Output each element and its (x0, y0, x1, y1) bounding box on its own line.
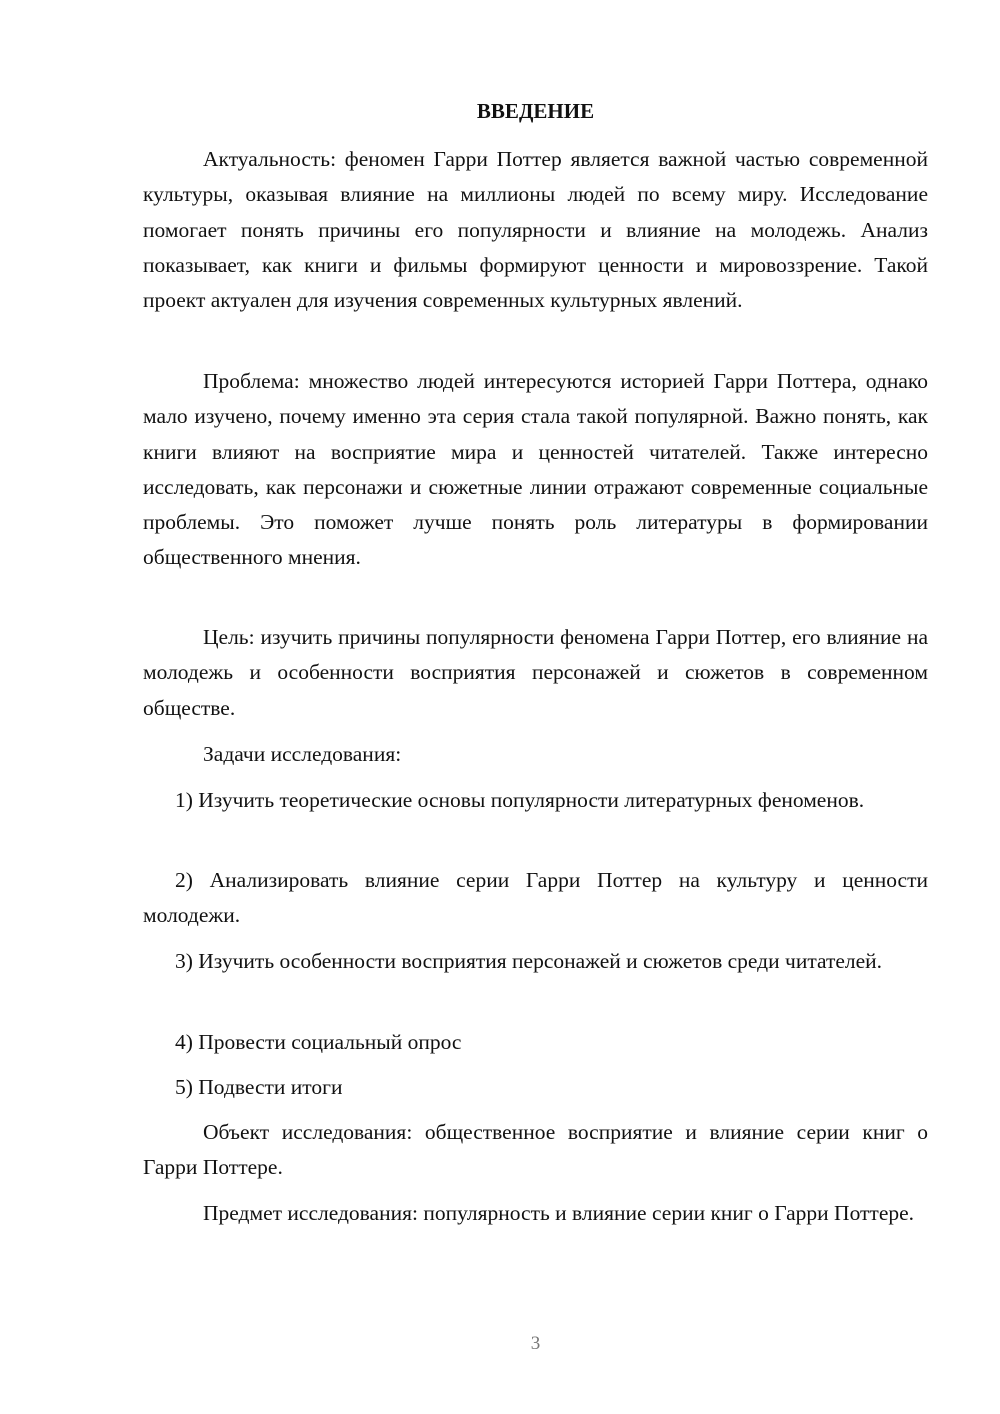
goal-paragraph: Цель: изучить причины популярности феномена Гарри Поттер, его влияние на молодежь и особенности восприятия персонажей и сюжетов в современном обществе. (143, 625, 928, 720)
task-item-3: 3) Изучить особенности восприятия персонажей и сюжетов среди читателей. (175, 949, 883, 973)
relevance-paragraph: Актуальность: феномен Гарри Поттер является важной частью современной культуры, оказывая влияние на миллионы людей по всему миру. Исследование помогает понять причины его популярности и влияние на молодежь. Анализ показывает, как книги и фильмы формируют ценности и мировоззрение. Такой проект актуален для изучения современных культурных явлений. (143, 147, 928, 313)
section-title: ВВЕДЕНИЕ (476, 99, 595, 123)
task-item-5: 5) Подвести итоги (175, 1075, 343, 1099)
object-paragraph: Объект исследования: общественное восприятие и влияние серии книг о Гарри Поттере. (143, 1120, 928, 1180)
tasks-heading: Задачи исследования: (203, 742, 402, 766)
problem-paragraph: Проблема: множество людей интересуются историей Гарри Поттера, однако мало изучено, почему именно эта серия стала такой популярной. Важно понять, как книги влияют на восприятие мира и ценностей читателей. Также интересно исследовать, как персонажи и сюжетные линии отражают современные социальные проблемы. Это поможет лучше понять роль литературы в формировании общественного мнения. (143, 369, 928, 570)
task-item-4: 4) Провести социальный опрос (175, 1030, 462, 1054)
subject-paragraph: Предмет исследования: популярность и влияние серии книг о Гарри Поттере. (203, 1201, 915, 1225)
task-item-1: 1) Изучить теоретические основы популярности литературных феноменов. (175, 788, 865, 812)
task-item-2: 2) Анализировать влияние серии Гарри Поттер на культуру и ценности молодежи. (143, 868, 928, 928)
page-number: 3 (530, 1333, 541, 1354)
document-page (143, 0, 928, 1414)
